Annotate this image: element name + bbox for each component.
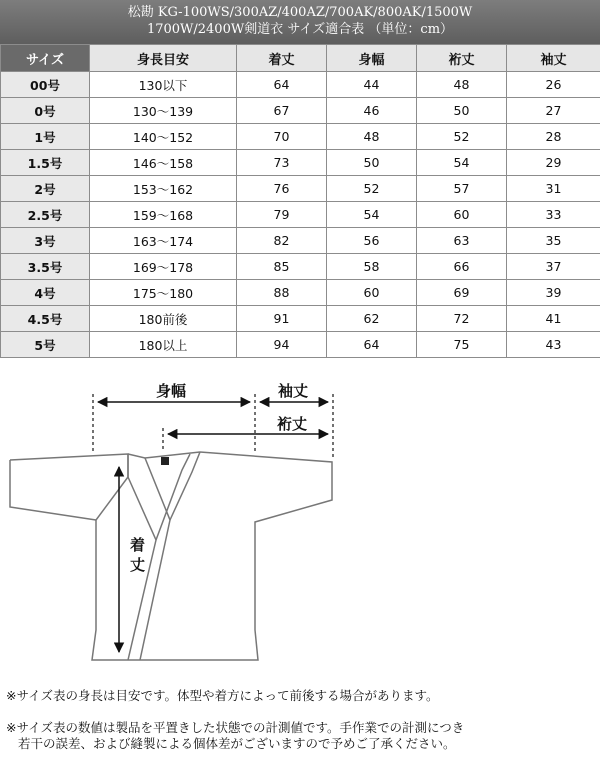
cell-sodetake: 31	[507, 176, 600, 202]
cell-height: 153〜162	[90, 176, 237, 202]
cell-sodetake: 35	[507, 228, 600, 254]
cell-size: 2号	[1, 176, 90, 202]
cell-sodetake: 28	[507, 124, 600, 150]
cell-yukitake: 72	[417, 306, 507, 332]
cell-size: 1号	[1, 124, 90, 150]
cell-height: 163〜174	[90, 228, 237, 254]
note-measurement-line2: 若干の誤差、および縫製による個体差がございますので予めご了承ください。	[18, 736, 456, 751]
cell-sodetake: 37	[507, 254, 600, 280]
cell-sodetake: 29	[507, 150, 600, 176]
cell-height: 169〜178	[90, 254, 237, 280]
table-row	[1, 306, 600, 332]
cell-size: 4.5号	[1, 306, 90, 332]
cell-kitake: 73	[237, 150, 327, 176]
table-row	[1, 280, 600, 306]
table-header-row	[1, 45, 600, 72]
cell-height: 159〜168	[90, 202, 237, 228]
cell-kitake: 85	[237, 254, 327, 280]
cell-sodetake: 26	[507, 72, 600, 98]
cell-height: 180以上	[90, 332, 237, 358]
column-header-height: 身長目安	[90, 45, 237, 72]
cell-height: 146〜158	[90, 150, 237, 176]
cell-mihaba: 62	[327, 306, 417, 332]
cell-yukitake: 60	[417, 202, 507, 228]
cell-yukitake: 54	[417, 150, 507, 176]
cell-kitake: 64	[237, 72, 327, 98]
cell-yukitake: 63	[417, 228, 507, 254]
table-row	[1, 332, 600, 358]
cell-mihaba: 60	[327, 280, 417, 306]
table-row	[1, 72, 600, 98]
cell-yukitake: 50	[417, 98, 507, 124]
garment-diagram	[0, 372, 600, 672]
cell-yukitake: 57	[417, 176, 507, 202]
table-row	[1, 98, 600, 124]
cell-kitake: 82	[237, 228, 327, 254]
cell-yukitake: 75	[417, 332, 507, 358]
measure-arrows	[98, 402, 328, 652]
cell-yukitake: 52	[417, 124, 507, 150]
cell-sodetake: 41	[507, 306, 600, 332]
note-measurement-line1: ※サイズ表の数値は製品を平置きした状態での計測値です。手作業での計測につき	[6, 720, 465, 735]
cell-mihaba: 48	[327, 124, 417, 150]
table-row	[1, 150, 600, 176]
kitake-label-char1: 着	[130, 536, 146, 554]
cell-size: 1.5号	[1, 150, 90, 176]
cell-size: 00号	[1, 72, 90, 98]
column-header-yukitake: 裄丈	[417, 45, 507, 72]
cell-kitake: 79	[237, 202, 327, 228]
cell-kitake: 88	[237, 280, 327, 306]
cell-kitake: 76	[237, 176, 327, 202]
cell-sodetake: 43	[507, 332, 600, 358]
cell-size: 5号	[1, 332, 90, 358]
column-header-sodetake: 袖丈	[507, 45, 600, 72]
cell-kitake: 94	[237, 332, 327, 358]
cell-height: 175〜180	[90, 280, 237, 306]
cell-mihaba: 56	[327, 228, 417, 254]
table-row	[1, 254, 600, 280]
cell-kitake: 67	[237, 98, 327, 124]
cell-height: 180前後	[90, 306, 237, 332]
left-sleeve	[10, 460, 96, 520]
cell-size: 4号	[1, 280, 90, 306]
cell-kitake: 70	[237, 124, 327, 150]
mihaba-label: 身幅	[155, 382, 187, 400]
table-row	[1, 228, 600, 254]
cell-mihaba: 50	[327, 150, 417, 176]
header-title-line1: 松勘 KG-100WS/300AZ/400AZ/700AK/800AK/1500W	[127, 5, 473, 20]
cell-height: 130〜139	[90, 98, 237, 124]
collar-center-mark	[161, 457, 169, 465]
size-table	[0, 44, 600, 358]
cell-height: 130以下	[90, 72, 237, 98]
kitake-label-char2: 丈	[130, 556, 146, 574]
column-header-mihaba: 身幅	[327, 45, 417, 72]
chart-header	[0, 0, 600, 44]
cell-mihaba: 54	[327, 202, 417, 228]
cell-size: 2.5号	[1, 202, 90, 228]
yukitake-label: 裄丈	[276, 415, 308, 433]
cell-yukitake: 66	[417, 254, 507, 280]
cell-size: 0号	[1, 98, 90, 124]
cell-size: 3.5号	[1, 254, 90, 280]
cell-yukitake: 69	[417, 280, 507, 306]
table-row	[1, 202, 600, 228]
collar-right-strip	[170, 452, 200, 520]
column-header-kitake: 着丈	[237, 45, 327, 72]
cell-yukitake: 48	[417, 72, 507, 98]
table-row	[1, 124, 600, 150]
cell-size: 3号	[1, 228, 90, 254]
cell-mihaba: 46	[327, 98, 417, 124]
cell-sodetake: 27	[507, 98, 600, 124]
cell-mihaba: 58	[327, 254, 417, 280]
column-header-size: サイズ	[1, 45, 90, 72]
cell-sodetake: 33	[507, 202, 600, 228]
garment-outline	[10, 452, 332, 660]
cell-mihaba: 64	[327, 332, 417, 358]
header-title-line2: 1700W/2400W剣道衣 サイズ適合表 （単位：cm）	[146, 22, 454, 37]
garment-sleeves	[10, 452, 332, 660]
note-height-guide: ※サイズ表の身長は目安です。体型や着方によって前後する場合があります。	[6, 688, 439, 703]
cell-mihaba: 52	[327, 176, 417, 202]
cell-height: 140〜152	[90, 124, 237, 150]
sodetake-label: 袖丈	[277, 382, 309, 400]
cell-mihaba: 44	[327, 72, 417, 98]
cell-sodetake: 39	[507, 280, 600, 306]
table-row	[1, 176, 600, 202]
cell-kitake: 91	[237, 306, 327, 332]
